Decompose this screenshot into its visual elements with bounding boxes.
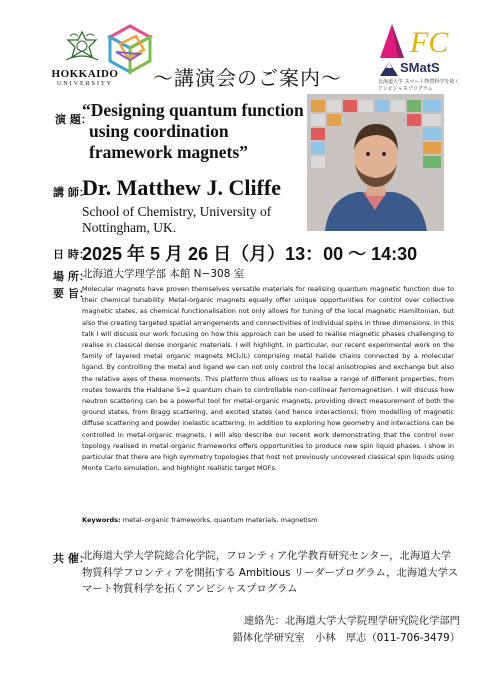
speaker-label: 講 師： <box>53 186 90 199</box>
university-wordmark: UNIVERSITY <box>57 81 113 87</box>
frontier-chemistry-logo-icon <box>378 18 458 60</box>
hokkaido-emblem-icon <box>62 30 102 66</box>
talk-title-line: using coordination <box>89 121 229 141</box>
abstract-body: Molecular magnets have proven themselves versatile materials for realising quantum magnetic function due to their chemical tunability. Metal-organic magnets equally offer unique opportunities for control over collective magnetic states, as chemical functionalisation not only allows for tuning of the local magnetic Hamiltonian, but also the creating targeted spatial arrangements and connectivities of individual spins in three dimensions. In this talk I will discuss our work focusing on how this approach can be used to realise magnetic phases challenging to realise in classical dense inorganic materials. I will highlight, in particular, our recent experimental work on the family of layered metal organic magnets MCl₂(L) comprising metal halide chains connected by a molecular ligand. By controlling the metal and ligand we can not only control the local anisotropies and exchange but also the relative axes of these moments. This platform thus allows us to realise a range of different properties, from routes towards the Haldane S=2 quantum chain to controllable non-collinear ferromagnetism. I will discuss how neutron scattering can be a powerful tool for metal-organic magnets, providing direct measurement of both the ground states, from Bragg scattering, and excited states (and hence interactions), from modelling of magnetic diffuse scattering and powder inelastic scattering. In addition to exploring how geometry and interactions can be controlled in metal-organic magnets, I will also describe our recent work demonstrating that the control over topology realised in metal-organic frameworks offers opportunities to produce new spin liquid phases. I show in particular that there are high symmetry topologies that host not previously uncovered classical spin liquids using Monte Carlo simulation, and highlight realistic target MOFs. <box>82 285 454 473</box>
talk-title-line: “Designing quantum function <box>82 100 304 120</box>
keywords-label: Keywords: <box>82 516 121 524</box>
smats-wordmark: SMatS <box>400 60 440 75</box>
date-label: 日 時： <box>53 248 90 261</box>
fc-text: FC <box>410 26 449 59</box>
speaker-affiliation <box>82 204 302 236</box>
smats-subtitle-2: アンビシャスプログラム <box>378 86 433 92</box>
place-value: 北海道大学理学部 本館 N−308 室 <box>82 268 245 280</box>
abstract-label: 要 旨： <box>53 287 90 300</box>
speaker-name: Dr. Matthew J. Cliffe <box>82 175 281 200</box>
talk-title-line: framework magnets” <box>89 142 248 162</box>
affiliation-line: Nottingham, UK. <box>82 220 177 235</box>
keywords-value: metal–organic frameworks, quantum materials, magnetism <box>120 516 318 524</box>
organizer-list: 北海道大学大学院総合化学院，フロンティア化学教育研究センター，北海道大学物質科学フロンティアを開拓する Ambitious リーダープログラム，北海道大学スマート物質科学を拓くアンビシャスプログラム <box>82 550 459 595</box>
speaker-photo <box>307 94 444 231</box>
keywords <box>82 516 454 524</box>
smats-subtitle: 北海道大学 スマート物質科学を拓く <box>378 79 460 85</box>
talk-title <box>82 100 304 163</box>
contact-line: 連絡先：北海道大学大学院理学研究院化学部門 <box>243 615 460 627</box>
hokkaido-wordmark: HOKKAIDO <box>51 68 119 80</box>
affiliation-line: School of Chemistry, University of <box>82 204 272 219</box>
place-label: 場 所： <box>53 270 90 283</box>
contact-line: 錯体化学研究室 小林 厚志（011-706-3479） <box>232 632 460 644</box>
page-banner: 〜講演会のご案内〜 <box>153 66 342 90</box>
organizer-label: 共 催： <box>53 552 90 565</box>
date-value: 2025 年 5 月 26 日（月）13：00 ～ 14:30 <box>82 244 418 264</box>
title-label: 演 題： <box>55 113 92 126</box>
